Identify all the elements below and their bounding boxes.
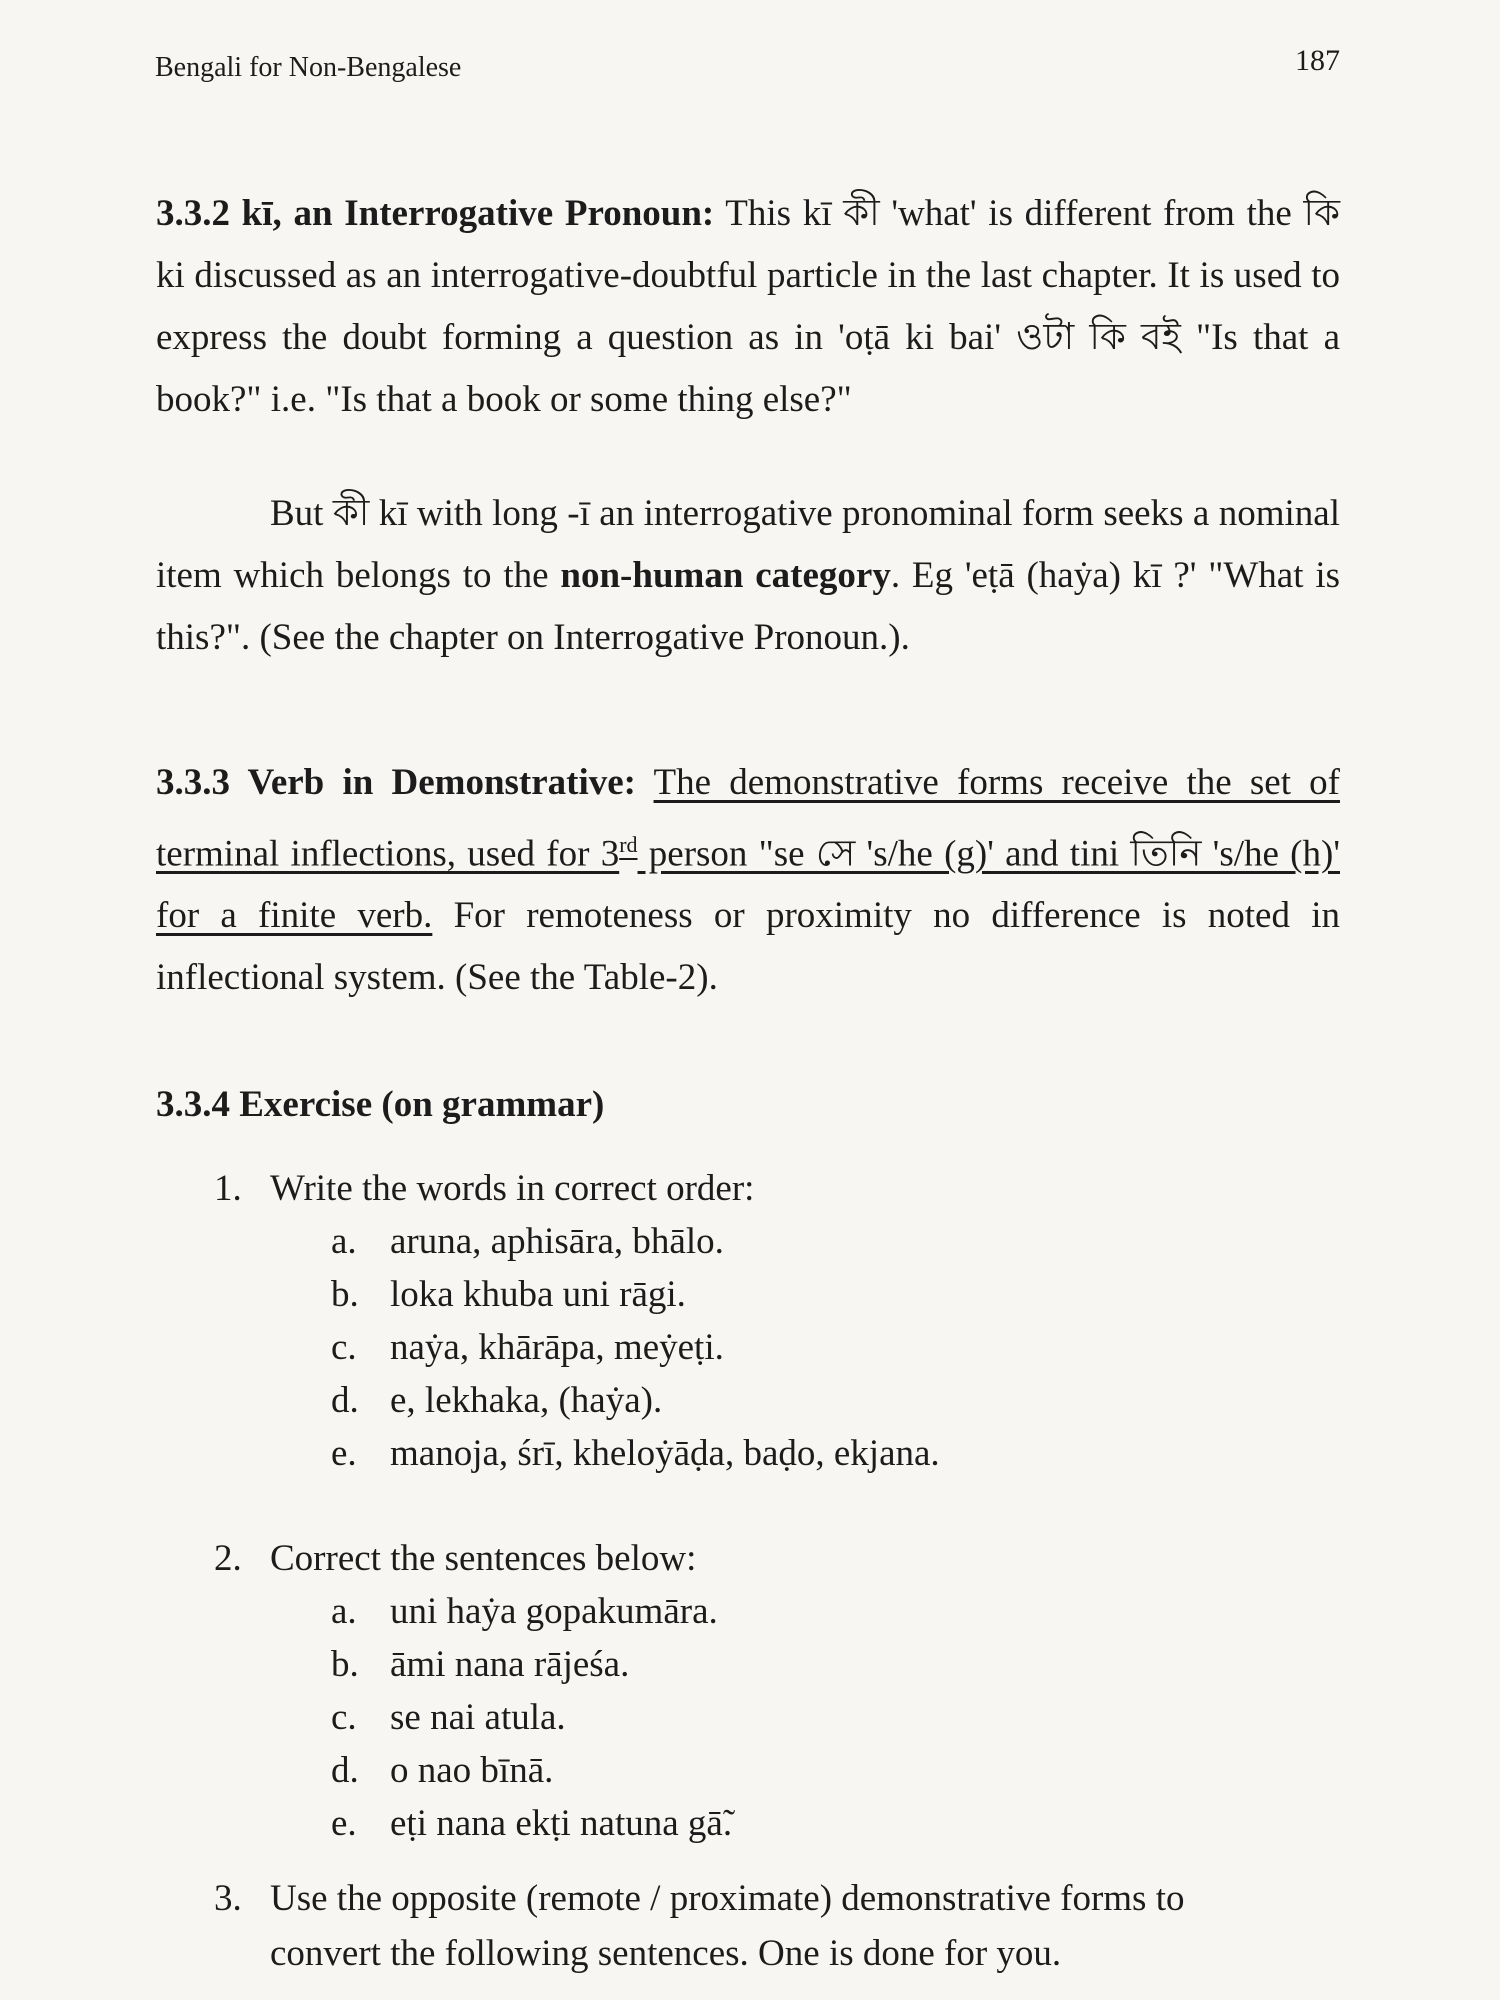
list-item: a. aruna, aphisāra, bhālo.	[331, 1221, 724, 1262]
section-333-underlined-2: person "se সে 's/he (g)' and tini তিনি 's/he (h)' for a finite verb.	[156, 833, 1340, 937]
section-332-p2-start: But কী kī with long -ī an interrogative pronominal form seeks a nominal item which belongs to the	[156, 493, 1340, 596]
page-number: 187	[1295, 44, 1340, 77]
question-text: Correct the sentences below:	[270, 1538, 697, 1579]
question-number: 2.	[214, 1538, 242, 1579]
list-item: c. se nai atula.	[331, 1697, 566, 1738]
list-item: a. uni haẏa gopakumāra.	[331, 1591, 718, 1632]
section-332-paragraph-1	[156, 183, 1340, 431]
question-number: 3.	[214, 1878, 242, 1919]
question-text-line-2: convert the following sentences. One is done for you.	[270, 1933, 1062, 1974]
exercise-heading: 3.3.4 Exercise (on grammar)	[156, 1084, 605, 1125]
list-item: d. e, lekhaka, (haẏa).	[331, 1380, 663, 1421]
question-text: Write the words in correct order:	[270, 1168, 755, 1209]
list-item: d. o nao bīnā.	[331, 1750, 554, 1791]
section-332-p1-text: This kī কী 'what' is different from the কি ki discussed as an interrogative-doubtful particle in the last chapter. It is used to express the doubt forming a question as in 'oṭā ki bai' ওটা কি বই "Is that a book?" i.e. "Is that a book or some thing else?"	[156, 193, 1340, 420]
section-332-p2-end: . Eg 'eṭā (haẏa) kī ?' "What is this?". (See the chapter on Interrogative Pronoun.).	[156, 555, 1341, 658]
section-333-rest: For remoteness or proximity no difference is noted in inflectional system. (See the Table-2).	[156, 895, 1340, 999]
list-item: e. manoja, śrī, kheloẏāḍa, baḍo, ekjana.	[331, 1433, 940, 1474]
section-332-p2-bold: non-human category	[560, 555, 891, 596]
list-item: e. eṭi nana ekṭi natuna gā̃.	[331, 1803, 733, 1844]
question-text: Use the opposite (remote / proximate) demonstrative forms to	[270, 1878, 1185, 1919]
list-item: b. loka khuba uni rāgi.	[331, 1274, 686, 1315]
running-title: Bengali for Non-Bengalese	[155, 52, 462, 83]
section-333-paragraph	[156, 752, 1340, 1009]
section-333-heading: 3.3.3 Verb in Demonstrative:	[156, 762, 637, 803]
section-332-heading: 3.3.2 kī, an Interrogative Pronoun:	[156, 193, 715, 234]
section-332-paragraph-2	[156, 483, 1340, 669]
list-item: c. naẏa, khārāpa, meẏeṭi.	[331, 1327, 724, 1368]
section-333-sup: rd	[619, 832, 638, 857]
section-333-underlined-1: The demonstrative forms receive the set of terminal inflections, used for 3	[156, 762, 1340, 875]
list-item: b. āmi nana rājeśa.	[331, 1644, 630, 1685]
question-number: 1.	[214, 1168, 242, 1209]
